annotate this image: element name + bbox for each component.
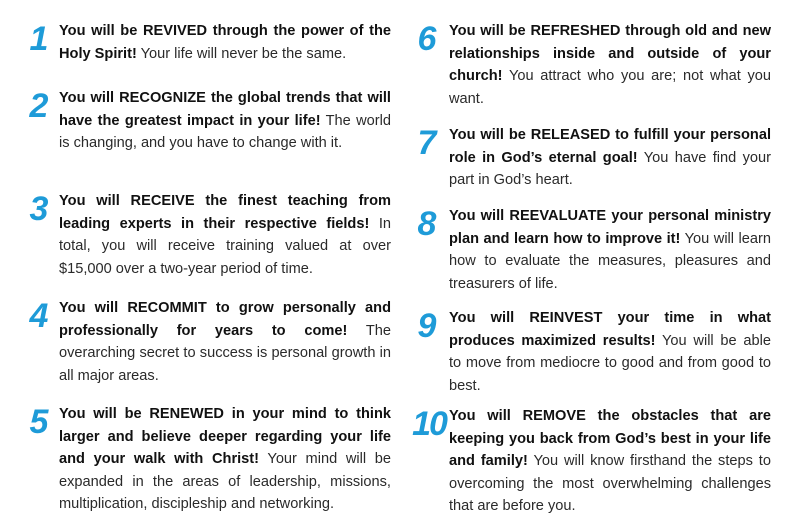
item-number: 6	[417, 20, 437, 58]
item-heading: You will be REFRESHED through old and new relationships inside and outside of your church!	[449, 23, 771, 84]
item-heading: You will be RENEWED in your mind to think larger and believe deeper regarding your life and your walk with Christ!	[59, 406, 391, 467]
item-body: You will know firsthand the steps to overcoming the most overwhelming challenges that are before you.	[449, 453, 771, 514]
item-text	[449, 20, 771, 110]
item-body: You will learn how to evaluate the measures, pleasures and treasurers of life.	[449, 230, 772, 292]
item-heading: You will REEVALUATE your personal ministry plan and learn how to improve it!	[449, 208, 771, 247]
item-text	[59, 403, 391, 516]
item-text	[59, 87, 391, 155]
item-body: The overarching secret to success is personal growth in all major areas.	[59, 322, 391, 384]
item-heading: You will be RELEASED to fulfill your personal role in God’s eternal goal!	[449, 127, 771, 166]
item-number: 1	[29, 20, 49, 58]
item-heading: You will be REVIVED through the power of the Holy Spirit!	[59, 23, 391, 62]
item-number: 4	[29, 297, 49, 335]
item-text	[59, 20, 391, 65]
item-text	[449, 307, 771, 397]
item-body: Your mind will be expanded in the areas of leadership, missions, multiplication, discipleship and networking.	[59, 451, 391, 512]
item-heading: You will REINVEST your time in what produces maximized results!	[449, 310, 771, 349]
item-heading: You will RECEIVE the finest teaching from leading experts in their respective fields!	[59, 193, 391, 232]
item-number: 7	[417, 124, 437, 162]
item-body: The world is changing, and you have to change with it.	[59, 112, 392, 151]
item-text	[449, 405, 771, 518]
item-body: You attract who you are; not what you want.	[449, 68, 771, 107]
item-heading: You will REMOVE the obstacles that are keeping you back from God’s best in your life and family!	[449, 408, 771, 469]
item-heading: You will RECOMMIT to grow personally and professionally for years to come!	[59, 300, 391, 339]
item-number: 2	[29, 87, 49, 125]
item-number: 8	[417, 205, 437, 243]
item-number: 5	[29, 403, 49, 441]
item-body: You will be able to move from mediocre to good and from good to best.	[449, 332, 771, 394]
item-number: 9	[417, 307, 437, 345]
item-text	[449, 205, 771, 295]
item-text	[449, 124, 771, 192]
item-heading: You will RECOGNIZE the global trends that will have the greatest impact in your life!	[59, 90, 391, 129]
item-text	[59, 190, 391, 280]
item-number: 3	[29, 190, 49, 228]
item-body: In total, you will receive training valued at over $15,000 over a two-year period of time.	[59, 215, 391, 277]
item-number: 10	[412, 405, 446, 443]
item-body: Your life will never be the same.	[140, 45, 347, 62]
item-body: You have find your part in God’s heart.	[449, 149, 772, 188]
item-text	[59, 297, 391, 387]
